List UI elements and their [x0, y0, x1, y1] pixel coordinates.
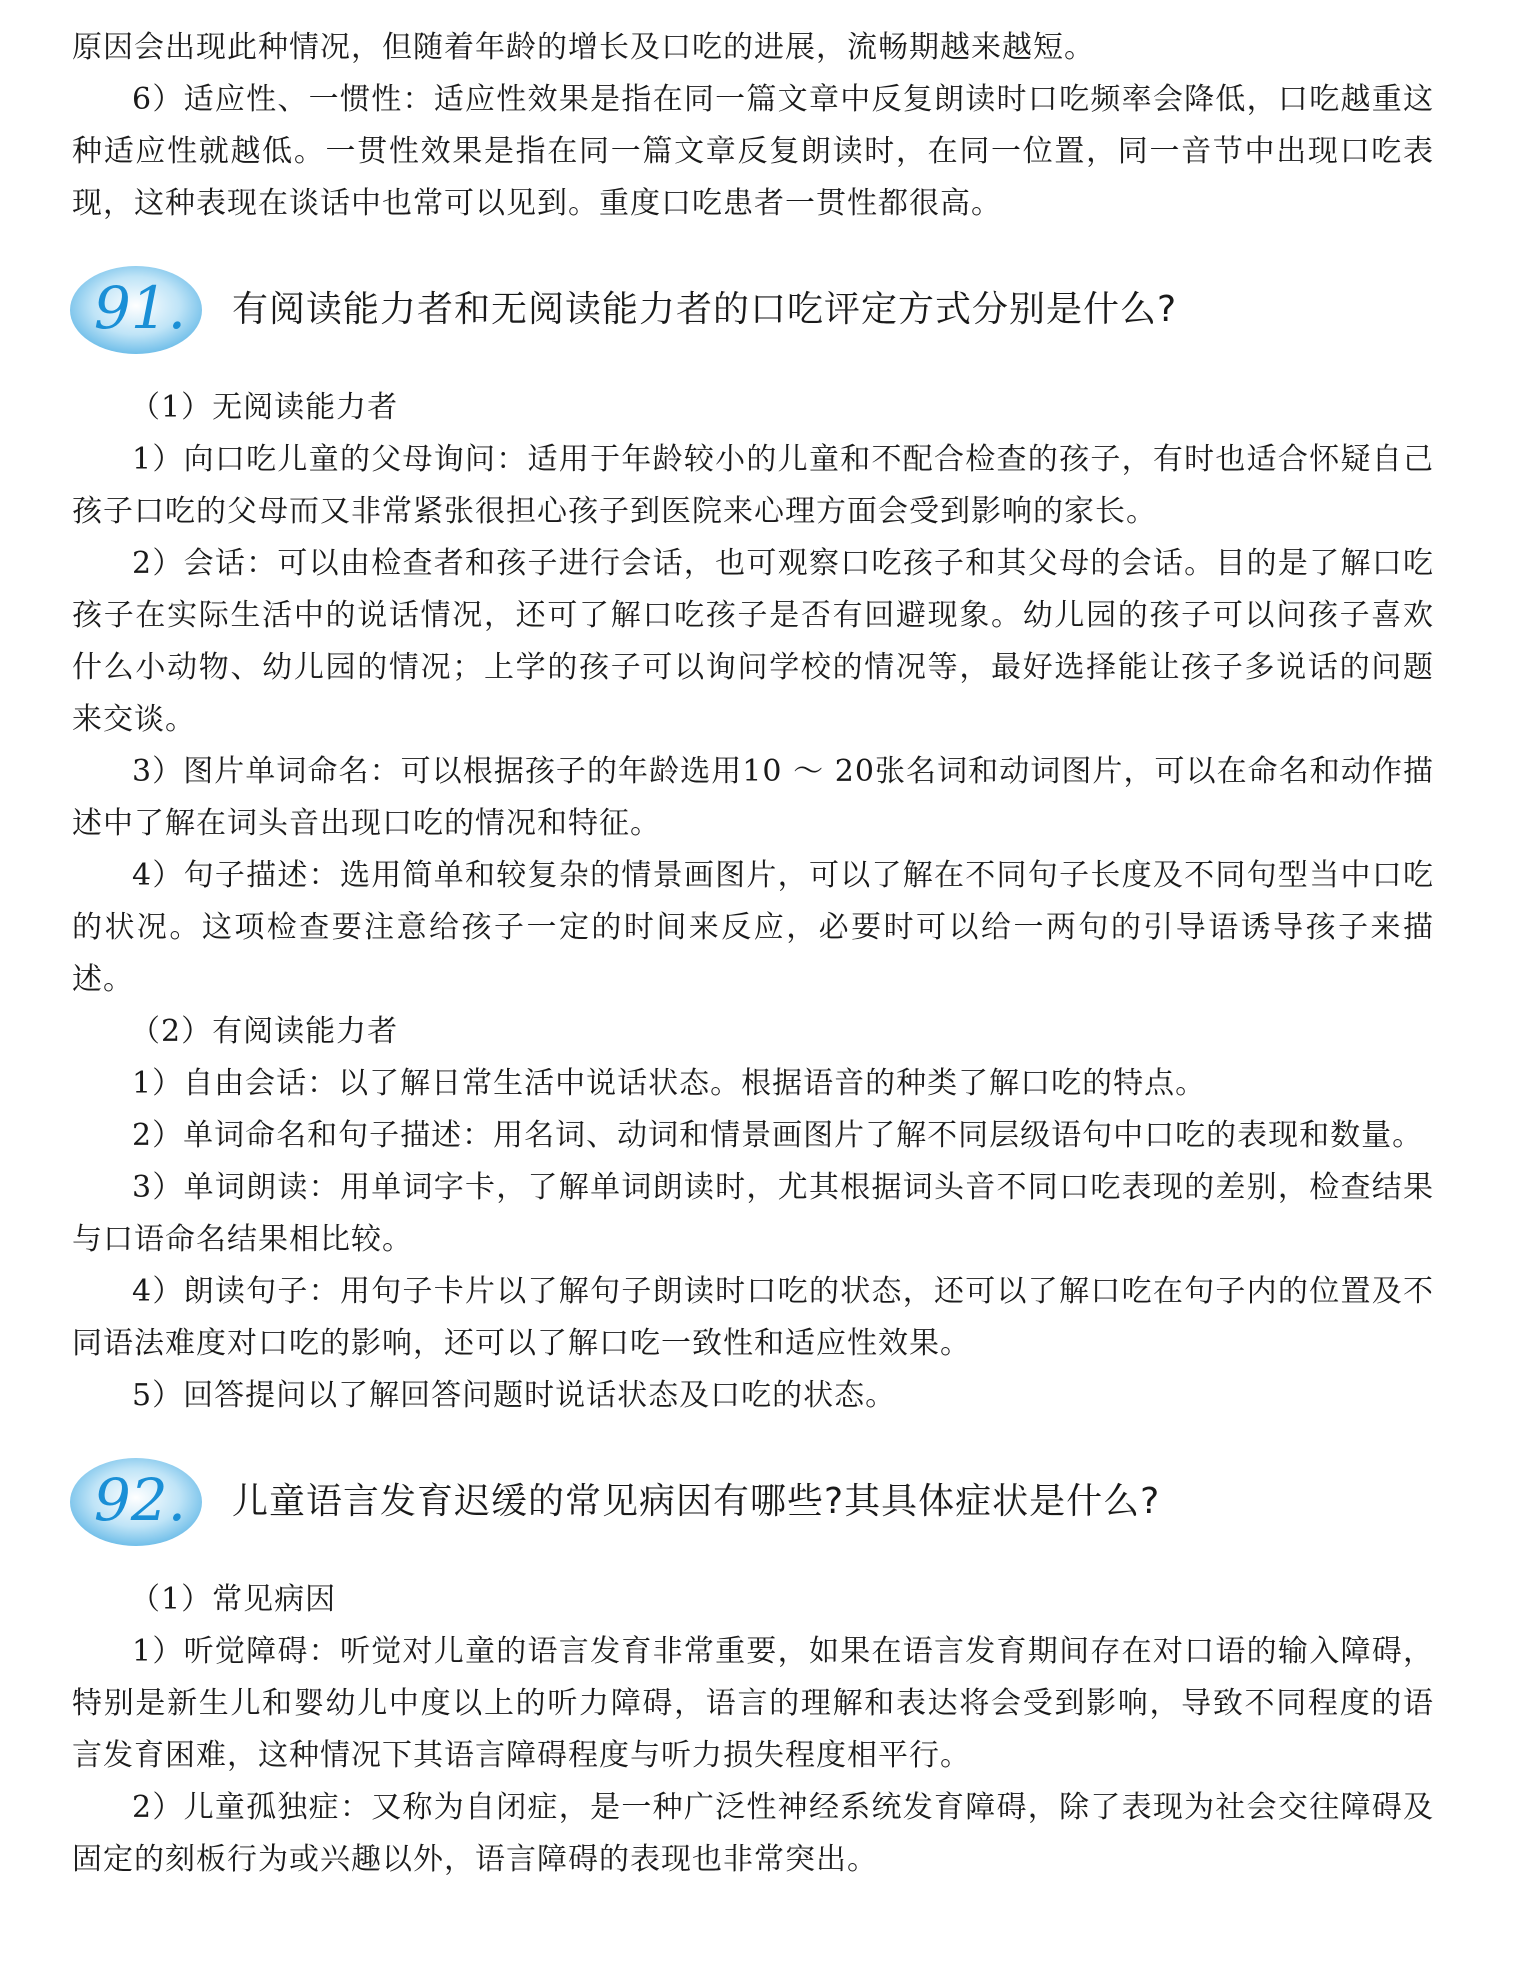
item-sentence-reading: 4）朗读句子：用句子卡片以了解句子朗读时口吃的状态，还可以了解口吃在句子内的位置及不同语法难度对口吃的影响，还可以了解口吃一致性和适应性效果。 — [72, 1274, 1434, 1361]
question-91-header — [72, 252, 1434, 368]
question-number-91: 91. — [93, 274, 187, 342]
item-sentence-description: 4）句子描述：选用简单和较复杂的情景画图片，可以了解在不同句子长度及不同句型当中口吃的状况。这项检查要注意给孩子一定的时间来反应，必要时可以给一两句的引导语诱导孩子来描述。 — [72, 858, 1434, 997]
question-92-header — [72, 1444, 1434, 1560]
item-conversation: 2）会话：可以由检查者和孩子进行会话，也可观察口吃孩子和其父母的会话。目的是了解口吃孩子在实际生活中的说话情况，还可了解口吃孩子是否有回避现象。幼儿园的孩子可以问孩子喜欢什么小动物、幼儿园的情况；上学的孩子可以询问学校的情况等，最好选择能让孩子多说话的问题来交谈。 — [72, 546, 1434, 737]
page-content — [72, 0, 1434, 1886]
paragraph-adaptation: 6）适应性、一惯性：适应性效果是指在同一篇文章中反复朗读时口吃频率会降低，口吃越重这种适应性就越低。一贯性效果是指在同一篇文章反复朗读时，在同一位置，同一音节中出现口吃表现，这种表现在谈话中也常可以见到。重度口吃患者一贯性都很高。 — [72, 82, 1434, 221]
item-naming-and-description: 2）单词命名和句子描述：用名词、动词和情景画图片了解不同层级语句中口吃的表现和数量。 — [132, 1118, 1424, 1153]
subheading-no-reading: （1）无阅读能力者 — [130, 390, 399, 425]
item-picture-naming: 3）图片单词命名：可以根据孩子的年龄选用10 ～ 20张名词和动词图片，可以在命名和动作描述中了解在词头音出现口吃的情况和特征。 — [72, 754, 1434, 841]
item-hearing-impairment: 1）听觉障碍：听觉对儿童的语言发育非常重要，如果在语言发育期间存在对口语的输入障碍，特别是新生儿和婴幼儿中度以上的听力障碍，语言的理解和表达将会受到影响，导致不同程度的语言发育困难，这种情况下其语言障碍程度与听力损失程度相平行。 — [72, 1634, 1434, 1773]
item-free-conversation: 1）自由会话：以了解日常生活中说话状态。根据语音的种类了解口吃的特点。 — [132, 1066, 1207, 1101]
item-autism: 2）儿童孤独症：又称为自闭症，是一种广泛性神经系统发育障碍，除了表现为社会交往障碍及固定的刻板行为或兴趣以外，语言障碍的表现也非常突出。 — [72, 1790, 1434, 1877]
subheading-common-causes: （1）常见病因 — [130, 1582, 337, 1617]
question-number-92: 92. — [93, 1466, 187, 1534]
subheading-with-reading: （2）有阅读能力者 — [130, 1014, 399, 1049]
question-number-badge — [68, 260, 208, 356]
question-number-badge — [68, 1452, 208, 1548]
question-91-title: 有阅读能力者和无阅读能力者的口吃评定方式分别是什么? — [232, 289, 1178, 330]
item-word-reading: 3）单词朗读：用单词字卡，了解单词朗读时，尤其根据词头音不同口吃表现的差别，检查结果与口语命名结果相比较。 — [72, 1170, 1434, 1257]
item-parent-inquiry: 1）向口吃儿童的父母询问：适用于年龄较小的儿童和不配合检查的孩子，有时也适合怀疑自己孩子口吃的父母而又非常紧张很担心孩子到医院来心理方面会受到影响的家长。 — [72, 442, 1434, 529]
continued-paragraph: 原因会出现此种情况，但随着年龄的增长及口吃的进展，流畅期越来越短。 — [72, 30, 1095, 65]
question-92-title: 儿童语言发育迟缓的常见病因有哪些?其具体症状是什么? — [232, 1481, 1161, 1522]
item-answering-questions: 5）回答提问以了解回答问题时说话状态及口吃的状态。 — [132, 1378, 897, 1413]
